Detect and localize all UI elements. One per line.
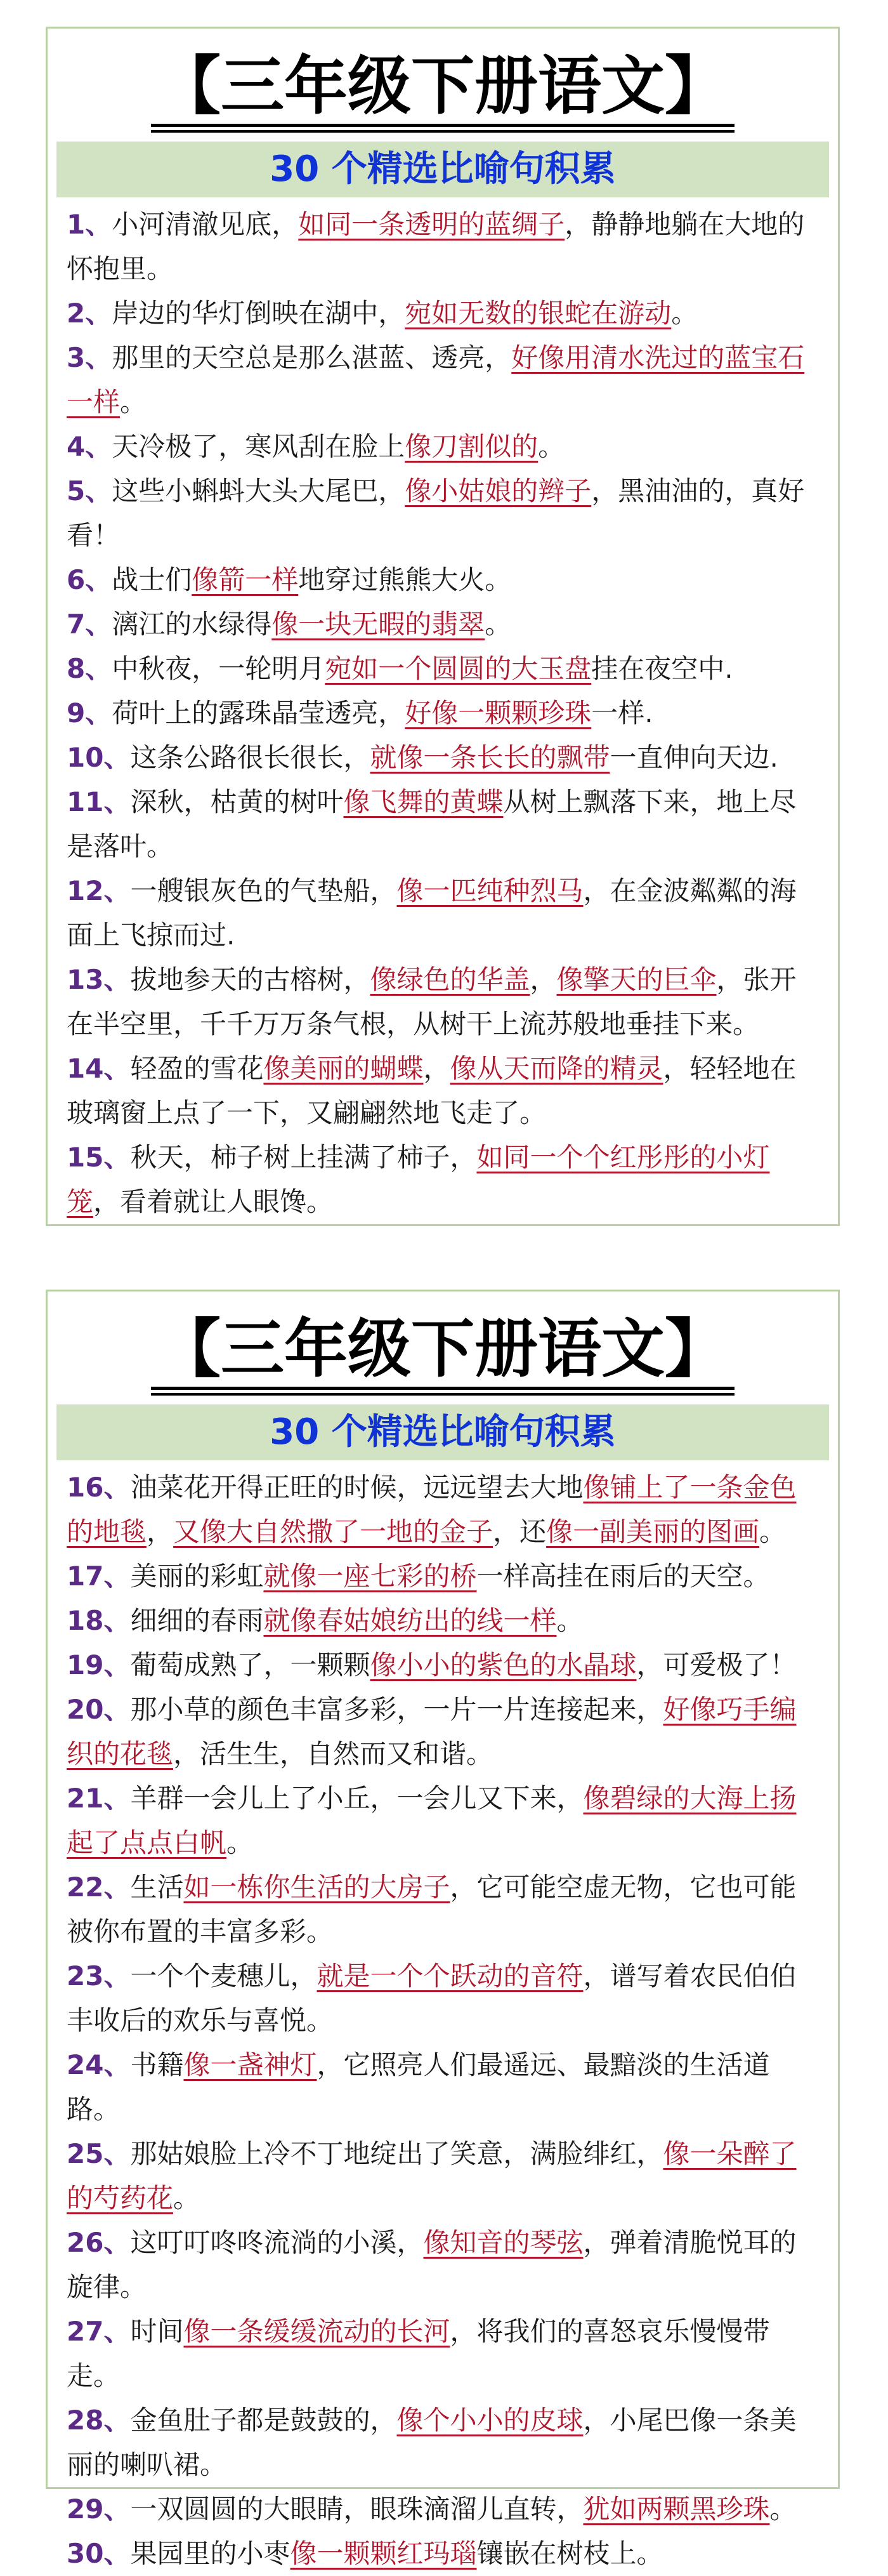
sentence-text: ，将我们的喜怒哀乐慢慢带走。: [67, 2316, 770, 2391]
sentence-text: ，张开在半空里，千千万万条气根，从树干上流苏般地垂挂下来。: [67, 964, 797, 1040]
sentence-text: ，活生生，自然而又和谐。: [173, 1738, 493, 1769]
list-item: [67, 558, 813, 602]
sentence-text: ，黑油油的，真好看！: [67, 475, 805, 551]
page-title: 【三年级下册语文】: [151, 51, 735, 127]
list-item: [67, 1599, 813, 1643]
list-item: [67, 869, 813, 958]
list-item: [67, 2487, 813, 2532]
sentence-text: 这叮叮咚咚流淌的小溪，: [130, 2227, 424, 2258]
list-item: [67, 2532, 813, 2576]
simile-phrase: 像一朵醉了的芍药花: [67, 2138, 797, 2214]
list-item: [67, 202, 813, 291]
sentence-text: 葡萄成熟了，一颗颗: [130, 1649, 370, 1681]
simile-phrase: 像小小的紫色的水晶球: [370, 1649, 637, 1681]
list-item: [67, 1643, 813, 1688]
list-item: [67, 1047, 813, 1135]
item-number: 23、: [67, 1960, 131, 1991]
sentence-text: 镶嵌在树枝上。: [476, 2538, 663, 2569]
sentence-text: 一样高挂在雨后的天空。: [476, 1561, 770, 1592]
simile-phrase: 像碧绿的大海上扬起了点点白帆: [67, 1783, 797, 1858]
simile-phrase: 像飞舞的黄蝶: [343, 786, 504, 817]
item-number: 30、: [67, 2538, 131, 2569]
sentence-text: ，看着就让人眼馋。: [93, 1186, 334, 1217]
sentence-text: 时间: [130, 2316, 184, 2347]
sentence-text: ，谱写着农民伯伯丰收后的欢乐与喜悦。: [67, 1960, 797, 2036]
list-item: [67, 691, 813, 736]
subtitle-bar: 30 个精选比喻句积累: [56, 142, 829, 197]
simile-phrase: 像一条缓缓流动的长河: [183, 2316, 450, 2347]
sentence-text: 那里的天空总是那么湛蓝、透亮，: [112, 342, 512, 373]
sentence-text: 漓江的水绿得: [112, 609, 272, 640]
sentence-text: ，还: [493, 1516, 547, 1547]
simile-phrase: 像美丽的蝴蝶: [263, 1053, 424, 1084]
item-number: 26、: [67, 2227, 131, 2258]
item-number: 24、: [67, 2049, 131, 2080]
simile-phrase: 就像一座七彩的桥: [263, 1561, 477, 1592]
simile-phrase: 像一盏神灯: [183, 2049, 317, 2080]
sentence-text: ，: [147, 1516, 174, 1547]
list-item: [67, 1465, 813, 1554]
sentence-text: 荷叶上的露珠晶莹透亮，: [112, 697, 405, 729]
item-number: 2、: [67, 298, 112, 329]
sentence-text: 秋天，柿子树上挂满了柿子，: [130, 1142, 477, 1173]
sentence-text: 金鱼肚子都是鼓鼓的，: [130, 2405, 397, 2436]
simile-phrase: 犹如两颗黑珍珠: [583, 2493, 770, 2525]
sentence-text: ，轻轻地在玻璃窗上点了一下，又翩翩然地飞走了。: [67, 1053, 797, 1128]
item-number: 21、: [67, 1783, 131, 1814]
sentence-text: 。: [485, 609, 512, 640]
simile-phrase: 像个小小的皮球: [396, 2405, 584, 2436]
sentence-text: 从树上飘落下来，地上尽是落叶。: [67, 786, 797, 862]
sentence-text: 。: [556, 1605, 584, 1636]
sentence-text: ，可爱极了！: [636, 1649, 797, 1681]
sentence-text: 一样.: [591, 697, 653, 729]
sentence-text: ，弹着清脆悦耳的旋律。: [67, 2227, 797, 2302]
list-item: [67, 291, 813, 336]
sentence-text: 果园里的小枣: [130, 2538, 291, 2569]
sentence-text: ，它可能空虚无物，它也可能被你布置的丰富多彩。: [67, 1872, 797, 1947]
item-number: 20、: [67, 1694, 131, 1725]
sentence-text: 书籍: [130, 2049, 184, 2080]
sentence-text: 羊群一会儿上了小丘，一会儿又下来，: [130, 1783, 584, 1814]
page-title: 【三年级下册语文】: [151, 1314, 735, 1390]
item-number: 19、: [67, 1649, 131, 1681]
list-item: [67, 1954, 813, 2043]
list-item: [67, 647, 813, 691]
sentence-text: 那小草的颜色丰富多彩，一片一片连接起来，: [130, 1694, 663, 1725]
simile-phrase: 像绿色的华盖: [370, 964, 530, 995]
sentence-text: 一个个麦穗儿，: [130, 1960, 317, 1991]
sentence-text: ，它照亮人们最遥远、最黯淡的生活道路。: [67, 2049, 770, 2125]
simile-phrase: 好像用清水洗过的蓝宝石一样: [67, 342, 805, 418]
item-number: 5、: [67, 475, 112, 506]
list-item: [67, 1135, 813, 1224]
sentence-text: 生活: [130, 1872, 184, 1903]
simile-phrase: 就是一个个跃动的音符: [317, 1960, 584, 1991]
simile-phrase: 像铺上了一条金色的地毯: [67, 1472, 797, 1547]
simile-phrase: 像从天而降的精灵: [450, 1053, 663, 1084]
item-number: 18、: [67, 1605, 131, 1636]
simile-phrase: 好像巧手编织的花毯: [67, 1694, 797, 1769]
list-item: [67, 1865, 813, 1954]
item-number: 11、: [67, 786, 131, 817]
sentence-text: ，在金波粼粼的海面上飞掠而过.: [67, 875, 797, 951]
item-number: 7、: [67, 609, 112, 640]
sentence-text: 那姑娘脸上冷不丁地绽出了笑意，满脸绯红，: [130, 2138, 663, 2169]
card-part-2: [46, 1290, 840, 2569]
item-number: 14、: [67, 1053, 131, 1084]
sentence-text: 战士们: [112, 564, 192, 595]
list-item: [67, 336, 813, 425]
sentence-text: 。: [226, 1827, 254, 1858]
sentence-text: 一直伸向天边.: [610, 742, 778, 773]
item-number: 8、: [67, 653, 112, 684]
sentence-text: 拔地参天的古榕树，: [130, 964, 370, 995]
sentence-list: [48, 197, 838, 1224]
sentence-text: 天冷极了，寒风刮在脸上: [112, 431, 405, 462]
list-item: [67, 1688, 813, 1776]
item-number: 25、: [67, 2138, 131, 2169]
simile-phrase: 像知音的琴弦: [423, 2227, 584, 2258]
sentence-text: 挂在夜空中.: [591, 653, 733, 684]
sentence-text: 这条公路很长很长，: [130, 742, 370, 773]
item-number: 3、: [67, 342, 112, 373]
simile-phrase: 像一颗颗红玛瑙: [290, 2538, 477, 2569]
list-item: [67, 425, 813, 469]
item-number: 29、: [67, 2493, 131, 2525]
sentence-text: 深秋，枯黄的树叶: [130, 786, 344, 817]
sentence-text: 。: [538, 431, 565, 462]
simile-phrase: 宛如一个圆圆的大玉盘: [325, 653, 592, 684]
simile-phrase: 好像一颗颗珍珠: [405, 697, 592, 729]
sentence-text: 细细的春雨: [130, 1605, 264, 1636]
sentence-text: 。: [759, 1516, 787, 1547]
sentence-text: 一双圆圆的大眼睛，眼珠滴溜儿直转，: [130, 2493, 584, 2525]
sentence-text: ，: [423, 1053, 450, 1084]
list-item: [67, 602, 813, 647]
item-number: 22、: [67, 1872, 131, 1903]
simile-phrase: 如同一个个红彤彤的小灯笼: [67, 1142, 770, 1217]
item-number: 16、: [67, 1472, 131, 1503]
simile-phrase: 又像大自然撒了一地的金子: [173, 1516, 493, 1547]
list-item: [67, 1554, 813, 1599]
simile-phrase: 像箭一样: [192, 564, 299, 595]
item-number: 10、: [67, 742, 131, 773]
card-part-1: [46, 27, 840, 1226]
sentence-list: [48, 1460, 838, 2576]
sentence-text: 中秋夜，一轮明月: [112, 653, 325, 684]
sentence-text: 。: [671, 298, 698, 329]
title-wrap: [48, 1291, 838, 1394]
item-number: 15、: [67, 1142, 131, 1173]
list-item: [67, 736, 813, 780]
simile-phrase: 就像春姑娘纺出的线一样: [263, 1605, 557, 1636]
item-number: 6、: [67, 564, 112, 595]
sentence-text: 美丽的彩虹: [130, 1561, 264, 1592]
list-item: [67, 958, 813, 1047]
list-item: [67, 2132, 813, 2221]
list-item: [67, 780, 813, 869]
sentence-text: 。: [120, 386, 147, 418]
simile-phrase: 像刀割似的: [405, 431, 539, 462]
item-number: 1、: [67, 209, 112, 240]
item-number: 13、: [67, 964, 131, 995]
item-number: 28、: [67, 2405, 131, 2436]
sentence-text: 地穿过熊熊大火。: [298, 564, 512, 595]
sentence-text: 岸边的华灯倒映在湖中，: [112, 298, 405, 329]
sentence-text: ，: [530, 964, 557, 995]
list-item: [67, 469, 813, 558]
sentence-text: 一艘银灰色的气垫船，: [130, 875, 397, 906]
list-item: [67, 2221, 813, 2309]
item-number: 12、: [67, 875, 131, 906]
sentence-text: ，小尾巴像一条美丽的喇叭裙。: [67, 2405, 797, 2480]
sentence-text: 。: [769, 2493, 797, 2525]
item-number: 27、: [67, 2316, 131, 2347]
simile-phrase: 如一栋你生活的大房子: [183, 1872, 450, 1903]
simile-phrase: 像一匹纯种烈马: [396, 875, 584, 906]
list-item: [67, 1776, 813, 1865]
item-number: 9、: [67, 697, 112, 729]
simile-phrase: 宛如无数的银蛇在游动: [405, 298, 672, 329]
simile-phrase: 像一块无暇的翡翠: [271, 609, 485, 640]
simile-phrase: 像小姑娘的辫子: [405, 475, 592, 506]
simile-phrase: 像擎天的巨伞: [556, 964, 717, 995]
simile-phrase: 如同一条透明的蓝绸子: [298, 209, 565, 240]
sentence-text: 油菜花开得正旺的时候，远远望去大地: [130, 1472, 584, 1503]
sentence-text: 轻盈的雪花: [130, 1053, 264, 1084]
sentence-text: 。: [173, 2183, 200, 2214]
simile-phrase: 就像一条长长的飘带: [370, 742, 610, 773]
sentence-text: 小河清澈见底，: [112, 209, 299, 240]
item-number: 17、: [67, 1561, 131, 1592]
list-item: [67, 2043, 813, 2132]
simile-phrase: 像一副美丽的图画: [546, 1516, 760, 1547]
list-item: [67, 2309, 813, 2398]
item-number: 4、: [67, 431, 112, 462]
list-item: [67, 2398, 813, 2487]
title-wrap: [48, 29, 838, 131]
sentence-text: 这些小蝌蚪大头大尾巴，: [112, 475, 405, 506]
sentence-text: ，静静地躺在大地的怀抱里。: [67, 209, 805, 284]
subtitle-bar: 30 个精选比喻句积累: [56, 1404, 829, 1460]
